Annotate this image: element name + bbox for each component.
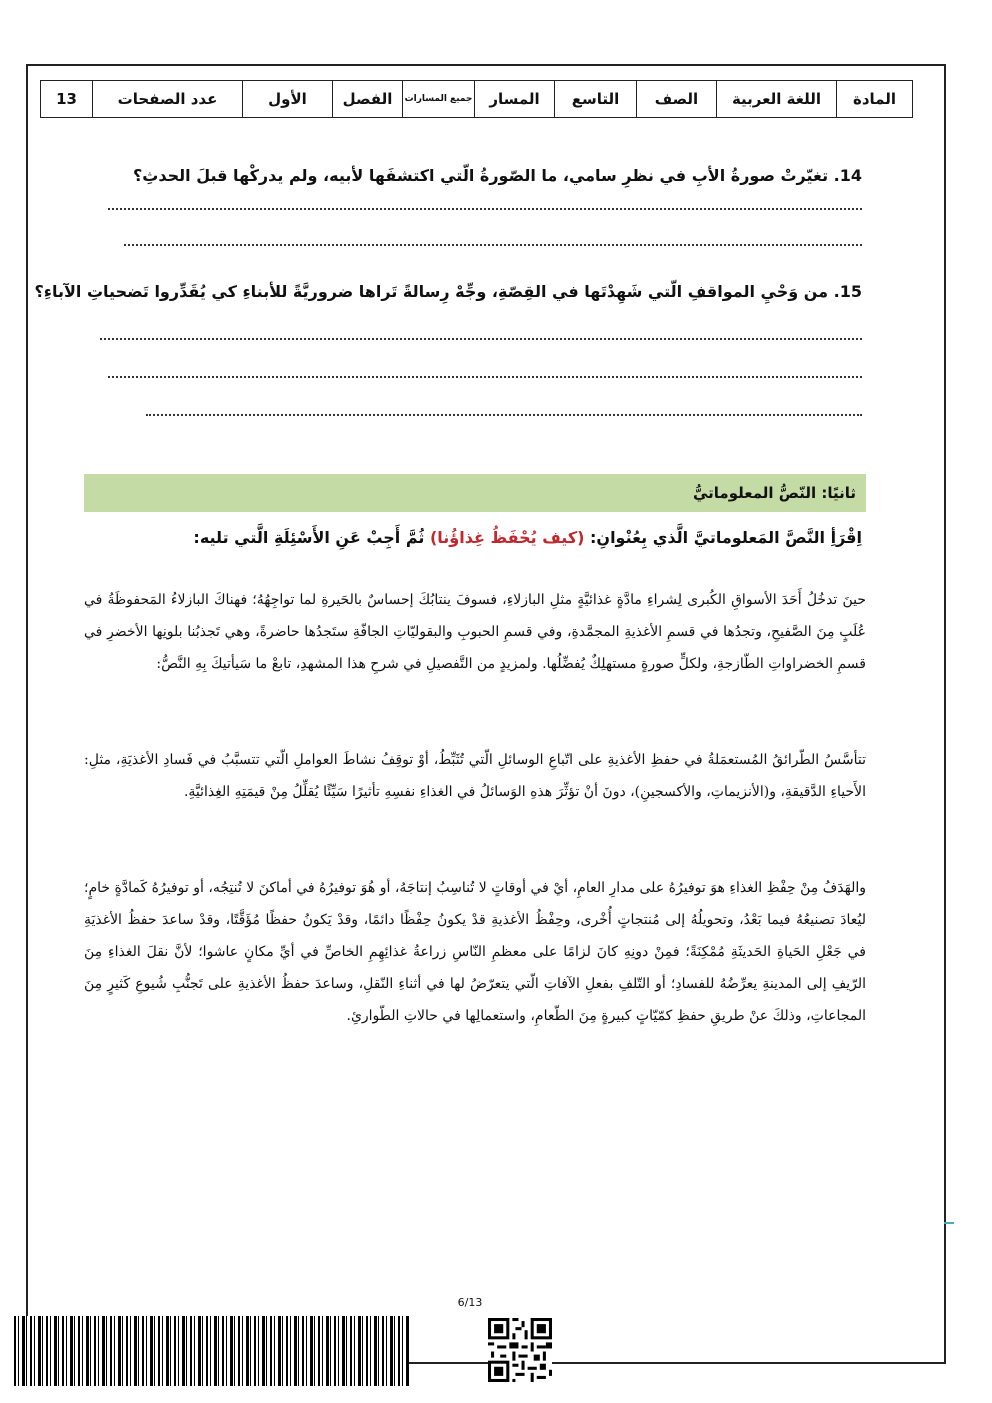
edge-mark: [944, 1222, 954, 1224]
grade-label: الصف: [637, 81, 717, 118]
term-label: الفصل: [333, 81, 403, 118]
answer-line[interactable]: [124, 244, 862, 246]
pages-label: عدد الصفحات: [93, 81, 243, 118]
barcode-icon: [14, 1316, 409, 1386]
subject-value: اللغة العربية: [717, 81, 837, 118]
question-15: 15. من وَحْيِ المواقفِ الّتي شَهِدْتَها في القِصّةِ، وجِّهْ رِسالةً تَراها ضروريَّةً للأبناءِ كي يُقَدِّروا تَضحياتِ الآباءِ؟: [34, 282, 862, 301]
page-number: 6/13: [457, 1296, 483, 1309]
reading-instruction: [193, 528, 862, 547]
subject-label: المادة: [837, 81, 913, 118]
instruction-after: ثُمَّ أَجِبْ عَنِ الأَسْئِلَةِ الَّتي تليه:: [193, 528, 430, 547]
qr-code-icon: [488, 1318, 552, 1382]
term-value: الأول: [243, 81, 333, 118]
answer-line[interactable]: [100, 338, 862, 340]
track-value: جميع المسارات: [403, 81, 475, 118]
section-title: ثانيًا: النّصُّ المعلوماتيُّ: [84, 474, 866, 512]
paragraph-2: تتأسَّسُ الطّرائقُ المُستعمَلةُ في حفظِ الأغذيةِ على اتّباعِ الوسائلِ الّتي تُثَبِّطُ، أوْ توقِفُ نشاطَ العواملِ الّتي تتسبَّبُ في فَسادِ الأغذيَةِ، مثلِ: الأَحياءِ الدَّقيقةِ، و(الأنزيماتِ، والأكسجينِ)، دونَ أنْ تؤثِّرَ هذهِ الوَسائلُ في الغذاءِ نفسِهِ تأثيرًا سَيِّئًا يُقلِّلُ مِنْ قيمَتِهِ الغِذائيَّةِ.: [84, 752, 866, 800]
header-table: [40, 80, 913, 118]
text-title: (كيف يُحْفَظُ غِذاؤُنا): [429, 528, 585, 547]
paragraph-3: والهَدَفُ مِنْ حِفْظِ الغذاءِ هوَ توفيرُهُ على مدارِ العامِ، أيْ في أوقاتٍ لا تُناسِبُ إنتاجَهُ، أو هُوَ توفيرُهُ في أماكنَ لا تُنتِجُه، أو توفيرُهُ كَمادَّةٍ خامٍ؛ ليُعادَ تصنيعُهُ فيما بَعْدُ، وتحويلُهُ إلى مُنتجاتٍ أُخْرى، وحِفْظُ الأغذيةِ قدْ يكونُ حِفْظًا دائمًا، وقدْ يَكونُ حفظًا مُؤَقَّتًا، وقدْ ساعدَ حفظُ الأغذيَةِ في جَعْلِ الحَياةِ الحَديثَةِ مُمْكِنَةً؛ فمِنْ دونِهِ كانَ لزامًا على معظمِ النّاسِ زراعةُ غذائِهِمِ الخاصِّ في أيِّ مكانٍ عاشوا؛ لأنَّ نقلَ الغذاءِ مِنَ الرّيفِ إلى المدينةِ يعرِّضُهُ للفسادِ؛ أو التّلفِ بفعلِ الآفاتِ الّتي يتعرّضُ لها في أثناءِ النّقلِ، وساعدَ حفظُ الأغذيةِ على تَجنُّبِ شُيوعِ كَثيرٍ مِنَ المجاعاتِ، وذلكَ عنْ طريقِ حفظِ كمّيّاتٍ كبيرةٍ مِنَ الطّعامِ، واستعمالِها في حالاتِ الطّوارئِ.: [84, 880, 866, 1024]
pages-value: 13: [41, 81, 93, 118]
question-14: 14. تغيّرتْ صورةُ الأبِ في نظرِ سامي، ما الصّورةُ الّتي اكتشفَها لأبيه، ولم يدركْها قبلَ الحدثِ؟: [133, 166, 862, 185]
paragraph-1: حينَ تدخُلُ أَحَدَ الأسواقِ الكُبرى لِشراءِ مادَّةٍ غذائيَّةٍ مثلِ البازلاءِ، فسوفَ ينتابُكَ إحساسٌ بالحَيرةِ لما تواجِهُهُ؛ فهناكَ البازلاءُ المَحفوظَةُ في عُلَبٍ مِنَ الصَّفيحِ، وتجدُها في قسمِ الأغذيةِ المجمَّدةِ، وفي قسمِ الحبوبِ والبقوليّاتِ الجافّةِ ستَجدُها حاضرةً، وهي تَجذبُنا بلونِها الأخضرِ في قسمِ الخضراواتِ الطّازجةِ، ولكلٍّ صورةٍ مستهلِكٌ يُفضِّلُها. ولمزيدٍ من التَّفصيلِ في شرحِ هذا المشهدِ، تابعْ ما سَيأتيكَ بِهِ النَّصُّ:: [84, 592, 866, 672]
grade-value: التاسع: [555, 81, 637, 118]
answer-line[interactable]: [108, 376, 862, 378]
track-label: المسار: [475, 81, 555, 118]
answer-line[interactable]: [146, 414, 862, 416]
answer-line[interactable]: [108, 208, 862, 210]
page-frame: [26, 64, 946, 1364]
instruction-before: اِقْرَأِ النَّصَّ المَعلوماتيَّ الَّذي بِعُنْوانِ:: [584, 528, 862, 547]
